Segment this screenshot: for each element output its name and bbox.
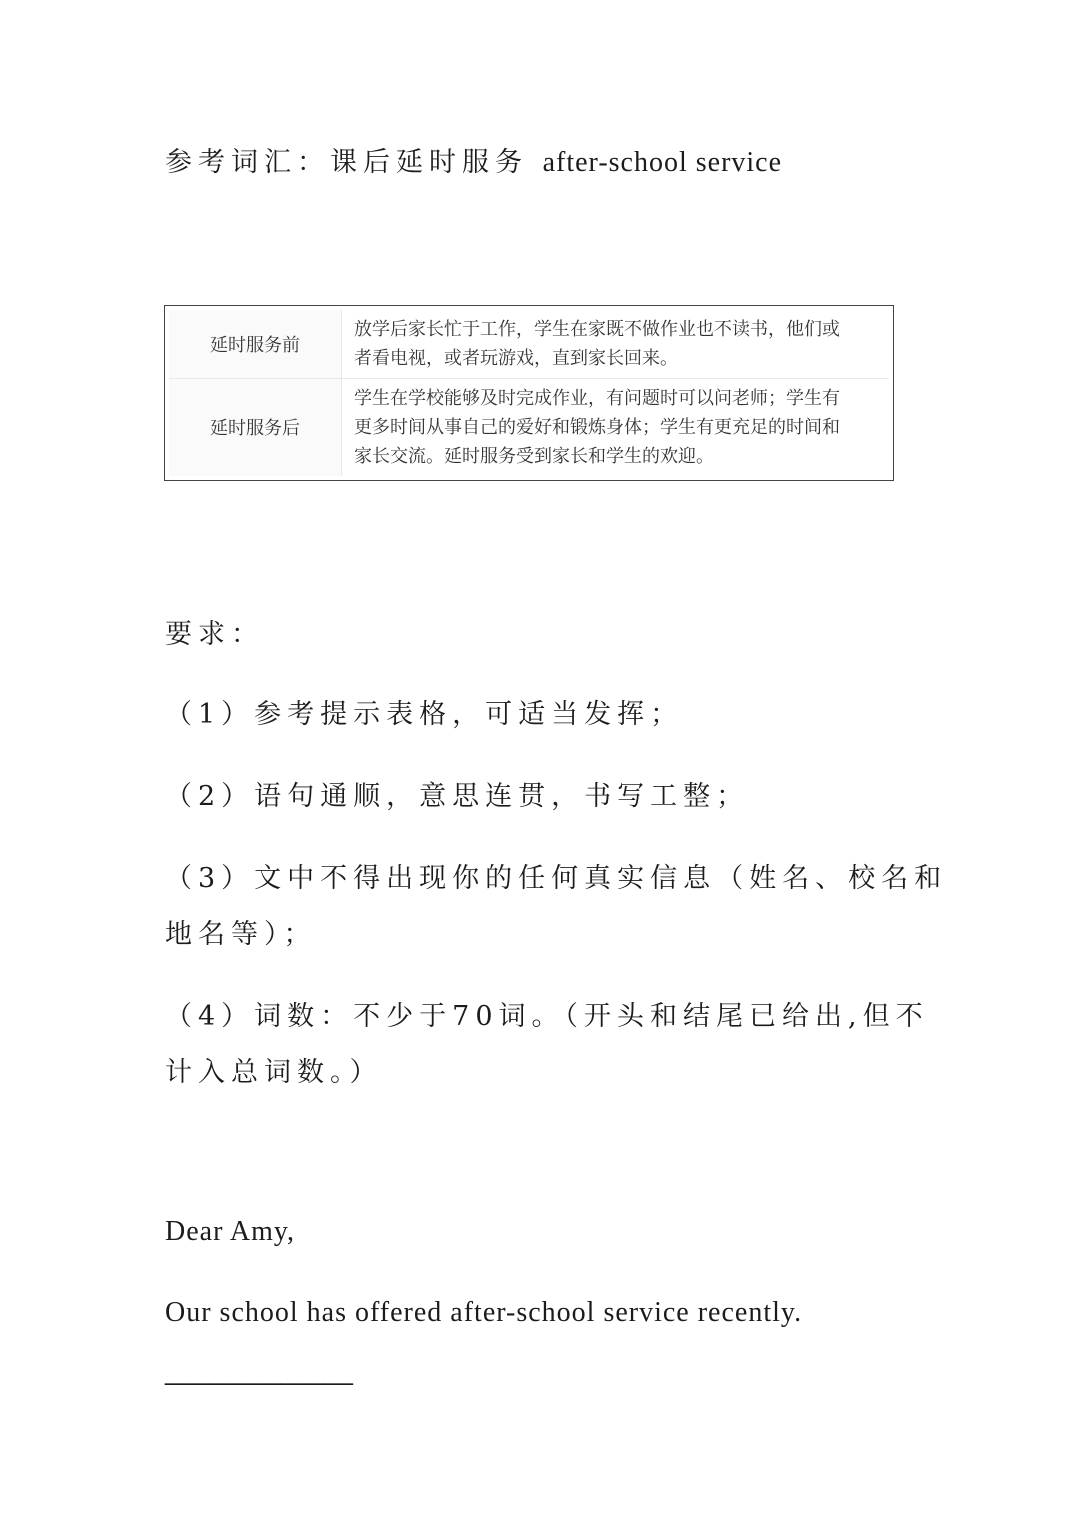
requirement-item-1: （1）参考提示表格，可适当发挥； [165, 699, 684, 730]
vocabulary-hint [165, 140, 782, 179]
requirement-item-4: （4）词数：不少于70词。（开头和结尾已给出,但不 [165, 1001, 929, 1032]
table-text-line: 学生在学校能够及时完成作业，有问题时可以问老师；学生有 [354, 387, 840, 409]
requirement-item-3-continued: 地名等）； [165, 919, 317, 950]
table-text-line: 家长交流。延时服务受到家长和学生的欢迎。 [354, 445, 714, 467]
vocab-chinese: 课后延时服务 [330, 147, 528, 178]
table-row-content [342, 379, 889, 476]
vocab-english: after-school service [542, 147, 783, 178]
table-text-line: 放学后家长忙于工作，学生在家既不做作业也不读书，他们或 [354, 318, 840, 340]
table-row-label: 延时服务后 [169, 379, 342, 476]
letter-opening-sentence: Our school has offered after-school service recently. [165, 1297, 803, 1328]
letter-greeting: Dear Amy, [165, 1216, 296, 1247]
requirements-title: 要求： [165, 619, 264, 650]
table-row-content [342, 310, 889, 379]
table-row-label: 延时服务前 [169, 310, 342, 379]
prompt-table [164, 305, 894, 481]
requirement-item-3: （3）文中不得出现你的任何真实信息（姓名、校名和 [165, 863, 948, 894]
table-text-line: 者看电视，或者玩游戏，直到家长回来。 [354, 347, 678, 369]
answer-blank-line: _____________ [165, 1356, 353, 1386]
table-text-line: 更多时间从事自己的爱好和锻炼身体；学生有更充足的时间和 [354, 416, 840, 438]
table-row [169, 310, 889, 379]
vocab-label: 参考词汇： [165, 147, 330, 178]
table-row [169, 379, 889, 476]
requirement-item-4-continued: 计入总词数。） [165, 1057, 383, 1088]
requirement-item-2: （2）语句通顺，意思连贯，书写工整； [165, 781, 750, 812]
